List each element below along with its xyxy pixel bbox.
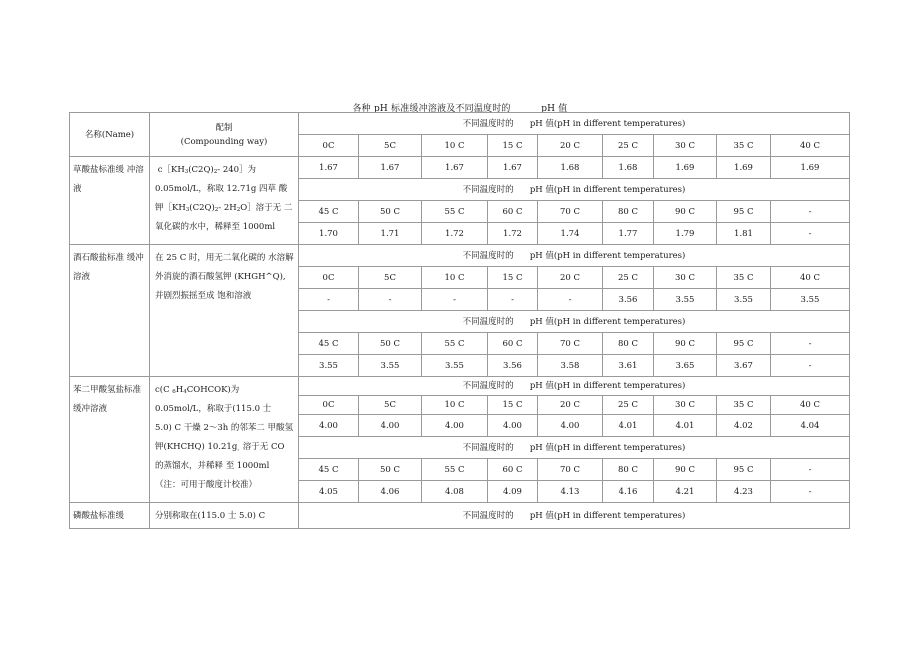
- ph-value: 3.65: [654, 355, 717, 377]
- ph-value: 1.71: [359, 223, 422, 245]
- temp-cell: 90 C: [654, 201, 717, 223]
- ph-value: -: [771, 355, 850, 377]
- ph-value: 3.61: [603, 355, 654, 377]
- temp-cell: 25 C: [603, 267, 654, 289]
- buffer-name: 草酸盐标准缓 冲溶液: [70, 157, 150, 245]
- temp-cell: 35 C: [717, 396, 771, 415]
- ph-value: 4.13: [538, 481, 603, 503]
- ph-value: 1.67: [488, 157, 538, 179]
- compounding-note: （注：可用于酸度计校准）: [155, 480, 258, 490]
- ph-value: 1.68: [603, 157, 654, 179]
- ph-value: 1.67: [299, 157, 359, 179]
- temp-cell: 15 C: [488, 396, 538, 415]
- temp-cell: 30 C: [654, 396, 717, 415]
- ph-value: 3.55: [717, 289, 771, 311]
- temp-cell: 90 C: [654, 333, 717, 355]
- temp-cell: 80 C: [603, 201, 654, 223]
- ph-value: -: [538, 289, 603, 311]
- compounding-line: 氧化碳的水中，稀释至 1000ml: [155, 222, 276, 232]
- temp-cell: 50 C: [359, 333, 422, 355]
- temp-cell: 25 C: [603, 396, 654, 415]
- header-compounding: [150, 113, 299, 157]
- ph-value: 3.56: [603, 289, 654, 311]
- temp-cell: 45 C: [299, 201, 359, 223]
- ph-value: 1.69: [717, 157, 771, 179]
- temp-cell: 45 C: [299, 333, 359, 355]
- ph-value: 4.00: [299, 415, 359, 437]
- temp-cell: -: [771, 333, 850, 355]
- ph-value: -: [771, 481, 850, 503]
- ph-value: -: [422, 289, 488, 311]
- temp-cell: 30 C: [654, 135, 717, 157]
- ph-subheader: 不同温度时的 pH 值(pH in different temperatures): [299, 503, 850, 529]
- compounding-line: 钾$[KH_3(C2Q)_2-$ $2H_2O]$溶于无 二: [155, 203, 293, 213]
- temp-cell: 45 C: [299, 459, 359, 481]
- compounding-line: 的蒸馏水，并稀释 至 1000ml: [155, 461, 270, 471]
- buffer-name: 酒石酸盐标准 缓冲溶液: [70, 245, 150, 377]
- compounding-text: [150, 377, 299, 503]
- temp-cell: 50 C: [359, 201, 422, 223]
- buffer-name: 苯二甲酸氢盐标准缓冲溶液: [70, 377, 150, 503]
- ph-subheader: 不同温度时的 pH 值(pH in different temperatures): [299, 311, 850, 333]
- ph-value: 3.55: [422, 355, 488, 377]
- ph-value: 1.67: [359, 157, 422, 179]
- ph-value: 1.74: [538, 223, 603, 245]
- ph-value: 4.05: [299, 481, 359, 503]
- temp-cell: 40 C: [771, 267, 850, 289]
- ph-value: 4.06: [359, 481, 422, 503]
- temp-cell: 15 C: [488, 135, 538, 157]
- ph-value: 4.02: [717, 415, 771, 437]
- temp-cell: 70 C: [538, 459, 603, 481]
- ph-value: 4.04: [771, 415, 850, 437]
- temp-cell: 0C: [299, 267, 359, 289]
- temp-cell: 50 C: [359, 459, 422, 481]
- compounding-line: 0.05mol/L，称取 12.71g 四草 酸: [155, 184, 288, 194]
- ph-value: 1.77: [603, 223, 654, 245]
- header-name: 名称(Name): [70, 113, 150, 157]
- temp-cell: 30 C: [654, 267, 717, 289]
- temp-cell: 90 C: [654, 459, 717, 481]
- ph-subheader: 不同温度时的 pH 值(pH in different temperatures): [299, 179, 850, 201]
- ph-value: 1.72: [422, 223, 488, 245]
- ph-value: 1.68: [538, 157, 603, 179]
- header-compounding-cn: 配制: [215, 122, 233, 133]
- compounding-line: 钾(KHCHQ) $10.21g_,$溶于无 CO: [155, 442, 285, 452]
- temp-cell: 40 C: [771, 135, 850, 157]
- temp-cell: -: [771, 201, 850, 223]
- page-title: 各种 pH 标准缓冲溶液及不同温度时的 pH 值: [352, 104, 568, 114]
- compounding-line: 5.0) C 干燥 2～3h 的邻苯二 甲酸氢: [155, 423, 294, 433]
- ph-value: 3.67: [717, 355, 771, 377]
- ph-value: 3.55: [299, 355, 359, 377]
- ph-value: 4.08: [422, 481, 488, 503]
- ph-value: 3.55: [359, 355, 422, 377]
- ph-value: 3.56: [488, 355, 538, 377]
- temp-cell: 15 C: [488, 267, 538, 289]
- ph-value: 4.00: [488, 415, 538, 437]
- temp-cell: 80 C: [603, 333, 654, 355]
- temp-cell: 5C: [359, 135, 422, 157]
- temp-cell: 70 C: [538, 201, 603, 223]
- ph-value: 3.58: [538, 355, 603, 377]
- temp-cell: 20 C: [538, 396, 603, 415]
- temp-cell: 5C: [359, 267, 422, 289]
- temp-cell: 55 C: [422, 333, 488, 355]
- ph-value: 1.81: [717, 223, 771, 245]
- ph-value: 1.70: [299, 223, 359, 245]
- ph-value: -: [488, 289, 538, 311]
- ph-value: -: [299, 289, 359, 311]
- compounding-text: [150, 157, 299, 245]
- header-compounding-en: (Compounding way): [180, 136, 268, 147]
- ph-value: 4.23: [717, 481, 771, 503]
- temp-cell: 55 C: [422, 201, 488, 223]
- ph-value: 4.00: [538, 415, 603, 437]
- ph-value: 1.72: [488, 223, 538, 245]
- ph-buffer-table: [69, 112, 850, 529]
- ph-value: 4.01: [654, 415, 717, 437]
- buffer-name: 磷酸盐标准缓: [70, 503, 150, 529]
- compounding-line: $c[KH_3(C2Q)_2-$ 240］为: [157, 165, 257, 175]
- ph-subheader: 不同温度时的 pH 值(pH in different temperatures): [299, 437, 850, 459]
- compounding-line: 0.05mol/L，称取于(115.0 士: [155, 404, 272, 414]
- compounding-text: 分别称取在(115.0 士 5.0) C: [150, 503, 299, 529]
- temp-cell: 70 C: [538, 333, 603, 355]
- temp-cell: 40 C: [771, 396, 850, 415]
- ph-value: -: [359, 289, 422, 311]
- ph-value: 4.01: [603, 415, 654, 437]
- ph-value: 3.55: [654, 289, 717, 311]
- temp-cell: 55 C: [422, 459, 488, 481]
- ph-subheader: 不同温度时的 pH 值(pH in different temperatures): [299, 113, 850, 135]
- temp-cell: 95 C: [717, 201, 771, 223]
- temp-cell: 35 C: [717, 135, 771, 157]
- ph-subheader: 不同温度时的 pH 值(pH in different temperatures): [299, 245, 850, 267]
- ph-value: 1.79: [654, 223, 717, 245]
- ph-value: 1.67: [422, 157, 488, 179]
- ph-value: 1.69: [771, 157, 850, 179]
- temp-cell: 25 C: [603, 135, 654, 157]
- temp-cell: -: [771, 459, 850, 481]
- compounding-line: c(C $_6H_4COHCOK$)为: [155, 385, 240, 395]
- temp-cell: 10 C: [422, 267, 488, 289]
- ph-subheader: 不同温度时的 pH 值(pH in different temperatures): [299, 377, 850, 396]
- temp-cell: 5C: [359, 396, 422, 415]
- ph-value: 4.00: [422, 415, 488, 437]
- temp-cell: 20 C: [538, 135, 603, 157]
- ph-value: 1.69: [654, 157, 717, 179]
- temp-cell: 10 C: [422, 135, 488, 157]
- temp-cell: 10 C: [422, 396, 488, 415]
- ph-value: 3.55: [771, 289, 850, 311]
- temp-cell: 60 C: [488, 333, 538, 355]
- temp-cell: 95 C: [717, 459, 771, 481]
- temp-cell: 95 C: [717, 333, 771, 355]
- ph-value: -: [771, 223, 850, 245]
- temp-cell: 20 C: [538, 267, 603, 289]
- temp-cell: 0C: [299, 135, 359, 157]
- temp-cell: 80 C: [603, 459, 654, 481]
- compounding-text: 在 25 C 时，用无二氧化碳的 水溶解外消旋的酒石酸氢钾 (KHGH^Q),并剧烈振摇至成 饱和溶液: [150, 245, 299, 377]
- temp-cell: 60 C: [488, 201, 538, 223]
- temp-cell: 35 C: [717, 267, 771, 289]
- ph-value: 4.09: [488, 481, 538, 503]
- ph-value: 4.16: [603, 481, 654, 503]
- temp-cell: 60 C: [488, 459, 538, 481]
- ph-value: 4.00: [359, 415, 422, 437]
- temp-cell: 0C: [299, 396, 359, 415]
- ph-value: 4.21: [654, 481, 717, 503]
